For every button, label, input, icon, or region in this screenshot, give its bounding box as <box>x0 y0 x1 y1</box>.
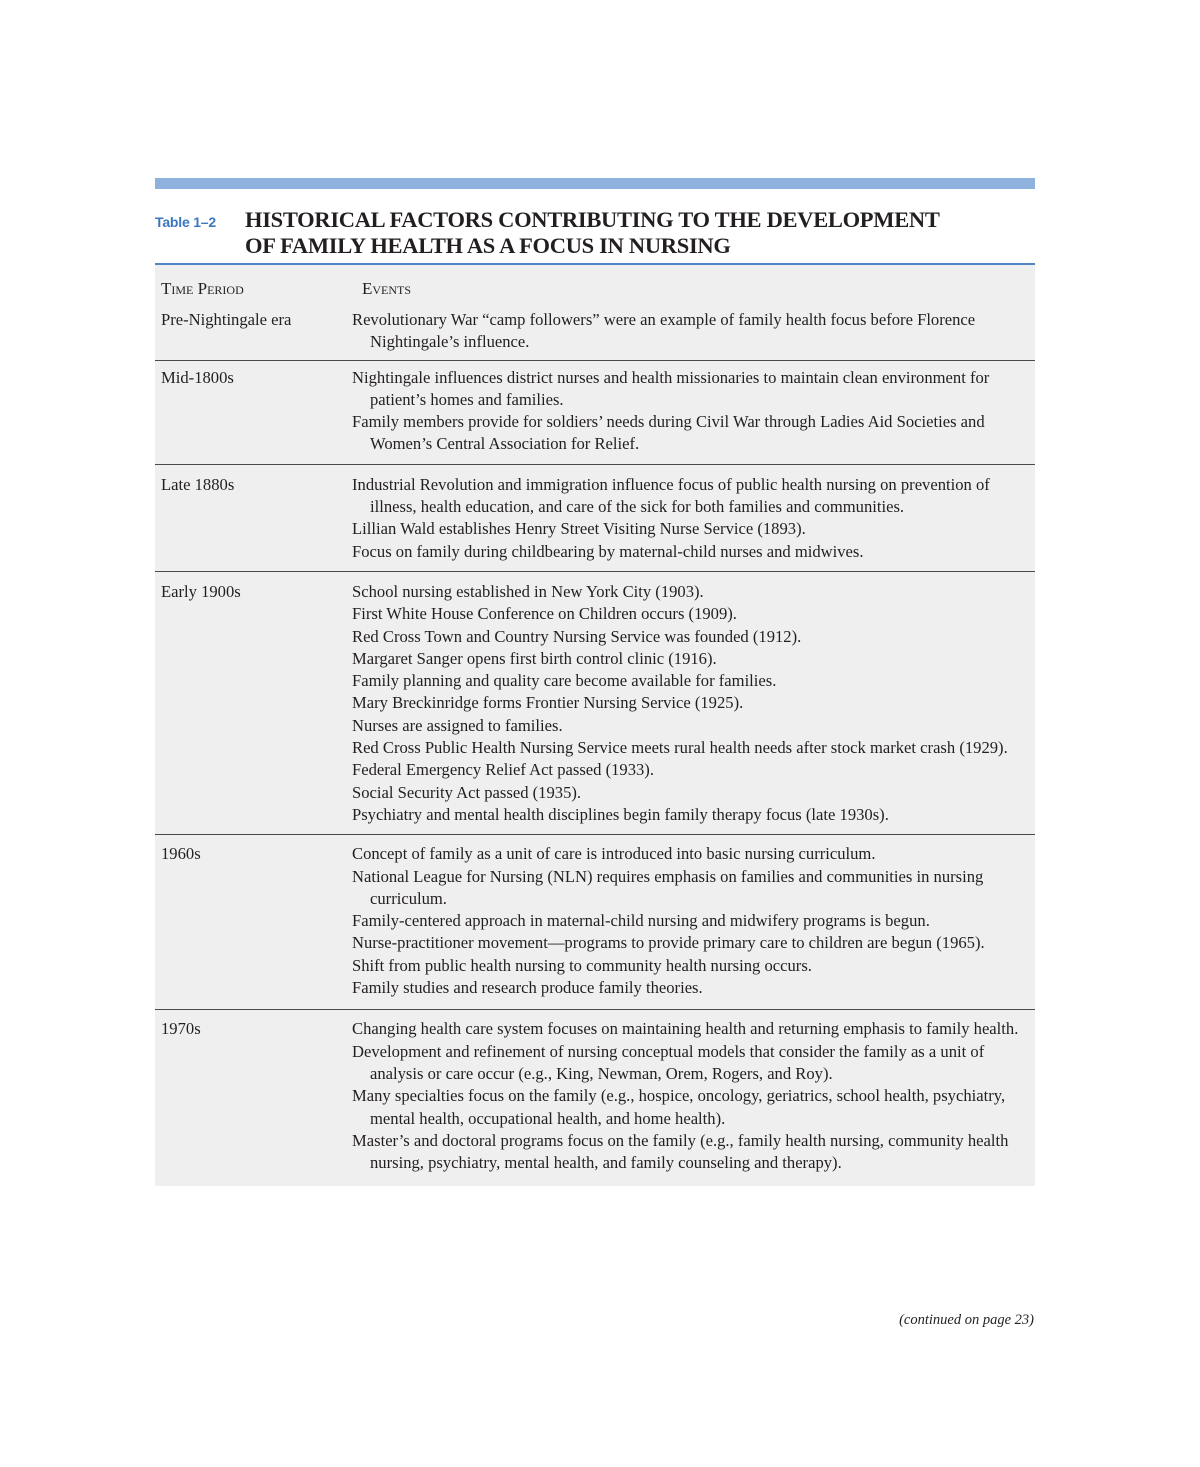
table-row <box>155 571 1035 834</box>
event-item: Changing health care system focuses on maintaining health and returning emphasis to family health. <box>352 1019 1019 1039</box>
event-item: Many specialties focus on the family (e.g., hospice, oncology, geriatrics, school health, psychiatry, mental health, occupational health, and home health). <box>352 1086 1006 1128</box>
table-body <box>155 265 1035 1186</box>
event-item: Shift from public health nursing to community health nursing occurs. <box>352 955 812 975</box>
time-period-cell: Early 1900s <box>161 581 241 601</box>
event-item: Lillian Wald establishes Henry Street Visiting Nurse Service (1893). <box>352 519 806 539</box>
table-row <box>155 305 1035 360</box>
column-header-period: Time Period <box>161 279 244 298</box>
historical-factors-table <box>155 178 1035 1186</box>
time-period-cell: 1970s <box>161 1019 201 1039</box>
events-cell <box>350 1018 1035 1174</box>
event-item: Development and refinement of nursing conceptual models that consider the family as a unit of analysis or care occur (e.g., King, Newman, Orem, Rogers, and Roy). <box>352 1041 985 1083</box>
events-cell <box>350 309 1035 354</box>
table-title-line1: HISTORICAL FACTORS CONTRIBUTING TO THE DEVELOPMENT <box>245 207 940 232</box>
time-period-cell: 1960s <box>161 844 201 864</box>
time-period-cell: Mid-1800s <box>161 367 234 387</box>
event-item: School nursing established in New York City (1903). <box>352 581 704 601</box>
event-item: Industrial Revolution and immigration influence focus of public health nursing on prevention of illness, health education, and care of the sick for both families and communities. <box>352 474 990 517</box>
event-item: Family members provide for soldiers’ needs during Civil War through Ladies Aid Societies and Women’s Central Association for Relief. <box>352 412 985 454</box>
event-item: Red Cross Public Health Nursing Service meets rural health needs after stock market crash (1929). <box>352 738 1008 758</box>
event-item: Psychiatry and mental health disciplines begin family therapy focus (late 1930s). <box>352 804 889 824</box>
table-title <box>245 207 940 259</box>
table-row <box>155 464 1035 571</box>
event-item: Federal Emergency Relief Act passed (1933). <box>352 760 654 780</box>
events-cell <box>350 581 1035 826</box>
event-item: Master’s and doctoral programs focus on the family (e.g., family health nursing, community health nursing, psychiatry, mental health, and family counseling and therapy). <box>352 1130 1009 1173</box>
events-cell <box>350 474 1035 563</box>
table-label: Table 1–2 <box>155 214 216 230</box>
table-row <box>155 1009 1035 1186</box>
column-header-row <box>155 265 1035 305</box>
event-item: Nurses are assigned to families. <box>352 715 563 735</box>
table-title-line2: OF FAMILY HEALTH AS A FOCUS IN NURSING <box>245 233 731 258</box>
event-item: Focus on family during childbearing by maternal-child nurses and midwives. <box>352 541 864 561</box>
event-item: Social Security Act passed (1935). <box>352 782 582 802</box>
table-caption <box>155 189 1035 265</box>
column-header-events: Events <box>362 279 412 298</box>
event-item: Concept of family as a unit of care is introduced into basic nursing curriculum. <box>352 844 876 864</box>
table-row <box>155 834 1035 1009</box>
time-period-cell: Pre-Nightingale era <box>161 310 292 329</box>
table-rows <box>155 305 1035 1186</box>
event-item: Margaret Sanger opens first birth control clinic (1916). <box>352 648 717 668</box>
event-item: Family planning and quality care become available for families. <box>352 671 777 691</box>
continued-note: (continued on page 23) <box>899 1312 1034 1328</box>
event-item: First White House Conference on Children occurs (1909). <box>352 604 737 624</box>
event-item: Family studies and research produce family theories. <box>352 978 703 998</box>
event-item: National League for Nursing (NLN) requires emphasis on families and communities in nursing curriculum. <box>352 866 984 908</box>
event-item: Revolutionary War “camp followers” were an example of family health focus before Florence Nightingale’s influence. <box>352 310 976 352</box>
event-item: Family-centered approach in maternal-child nursing and midwifery programs is begun. <box>352 911 930 931</box>
event-item: Nurse-practitioner movement—programs to provide primary care to children are begun (1965). <box>352 933 985 953</box>
time-period-cell: Late 1880s <box>161 474 235 494</box>
events-cell <box>350 843 1035 999</box>
events-cell <box>350 367 1035 456</box>
event-item: Mary Breckinridge forms Frontier Nursing Service (1925). <box>352 693 744 713</box>
table-top-rule <box>155 178 1035 189</box>
table-row <box>155 360 1035 464</box>
event-item: Red Cross Town and Country Nursing Service was founded (1912). <box>352 626 802 646</box>
event-item: Nightingale influences district nurses and health missionaries to maintain clean environment for patient’s homes and families. <box>352 367 990 409</box>
